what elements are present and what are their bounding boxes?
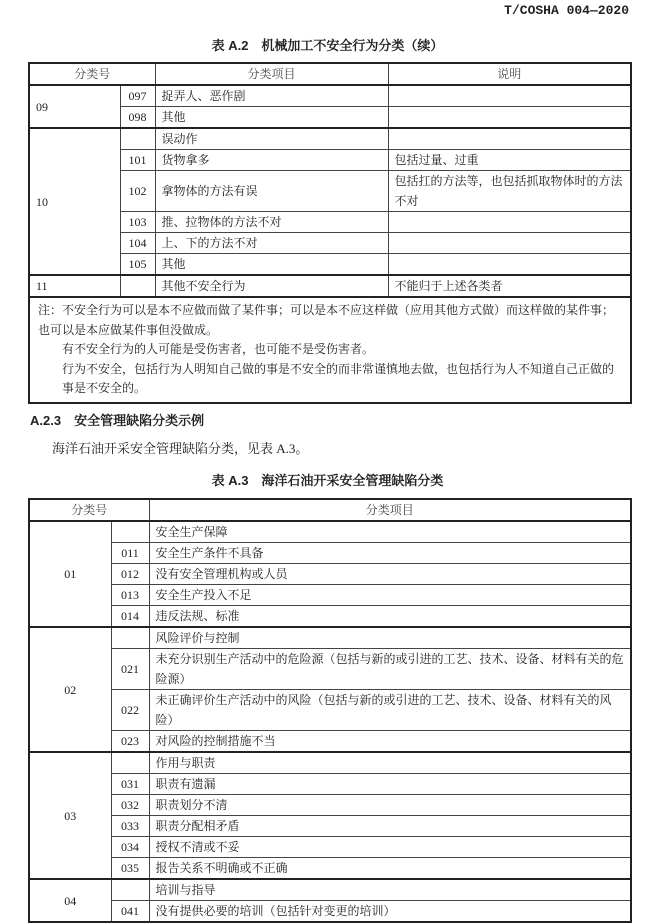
table-row	[29, 107, 631, 129]
category-description	[388, 85, 631, 107]
subcategory-code: 013	[111, 585, 149, 606]
document-id: T/COSHA 004—2020	[504, 3, 629, 18]
category-description	[388, 128, 631, 150]
subcategory-code: 103	[120, 212, 155, 233]
subcategory-code	[111, 627, 149, 649]
section-paragraph: 海洋石油开采安全管理缺陷分类，见表 A.3。	[52, 441, 309, 456]
category-description	[388, 254, 631, 276]
table-a3-title: 表 A.3 海洋石油开采安全管理缺陷分类	[211, 473, 444, 488]
category-item: 安全生产保障	[149, 521, 631, 543]
note-line: 有不安全行为的人可能是受伤害者，也可能不是受伤害者。	[62, 342, 375, 356]
category-code: 04	[29, 879, 111, 922]
table-row	[29, 543, 631, 564]
category-code: 02	[29, 627, 111, 752]
note-label: 注：	[38, 303, 63, 317]
category-description	[388, 212, 631, 233]
category-item: 拿物体的方法有误	[155, 171, 388, 212]
subcategory-code: 023	[111, 731, 149, 753]
category-item: 安全生产条件不具备	[149, 543, 631, 564]
table-note	[29, 297, 631, 403]
category-description	[388, 107, 631, 129]
column-header: 分类号	[29, 499, 149, 521]
table-row	[29, 901, 631, 923]
subcategory-code: 035	[111, 858, 149, 880]
table-row	[29, 606, 631, 628]
subcategory-code: 102	[120, 171, 155, 212]
category-item: 未充分识别生产活动中的危险源（包括与新的或引进的工艺、技术、设备、材料有关的危险源）	[149, 649, 631, 690]
subcategory-code: 021	[111, 649, 149, 690]
table-a2-title: 表 A.2 机械加工不安全行为分类（续）	[211, 38, 444, 53]
subcategory-code: 097	[120, 85, 155, 107]
table-a2	[28, 62, 632, 404]
table-row	[29, 837, 631, 858]
column-header: 分类项目	[155, 63, 388, 85]
category-item: 其他	[155, 254, 388, 276]
table-row	[29, 795, 631, 816]
table-row	[29, 254, 631, 276]
subcategory-code: 101	[120, 150, 155, 171]
note-line: 行为不安全，包括行为人明知自己做的事是不安全的而非常谨慎地去做，也包括行为人不知道自己正做的事是不安全的。	[62, 361, 615, 395]
table-row	[29, 564, 631, 585]
category-description: 包括过量、过重	[388, 150, 631, 171]
table-a3	[28, 498, 632, 923]
category-item: 没有安全管理机构或人员	[149, 564, 631, 585]
category-item: 其他	[155, 107, 388, 129]
subcategory-code: 014	[111, 606, 149, 628]
subcategory-code: 034	[111, 837, 149, 858]
category-item: 报告关系不明确或不正确	[149, 858, 631, 880]
section-heading: A.2.3 安全管理缺陷分类示例	[30, 413, 205, 428]
category-code: 09	[29, 85, 120, 128]
category-item: 推、拉物体的方法不对	[155, 212, 388, 233]
category-code: 03	[29, 752, 111, 879]
table-row	[29, 879, 631, 901]
category-item: 误动作	[155, 128, 388, 150]
table-row	[29, 752, 631, 774]
category-item: 上、下的方法不对	[155, 233, 388, 254]
subcategory-code: 011	[111, 543, 149, 564]
category-item: 违反法规、标准	[149, 606, 631, 628]
category-item: 职责分配相矛盾	[149, 816, 631, 837]
category-item: 对风险的控制措施不当	[149, 731, 631, 753]
category-item: 安全生产投入不足	[149, 585, 631, 606]
subcategory-code	[120, 275, 155, 297]
category-code: 10	[29, 128, 120, 275]
table-row	[29, 85, 631, 107]
subcategory-code	[111, 879, 149, 901]
category-code: 01	[29, 521, 111, 627]
subcategory-code: 032	[111, 795, 149, 816]
category-item: 捉弄人、恶作剧	[155, 85, 388, 107]
subcategory-code: 012	[111, 564, 149, 585]
subcategory-code: 031	[111, 774, 149, 795]
category-item: 职责有遗漏	[149, 774, 631, 795]
table-row	[29, 233, 631, 254]
subcategory-code: 022	[111, 690, 149, 731]
table-row	[29, 150, 631, 171]
category-code: 11	[29, 275, 120, 297]
subcategory-code: 104	[120, 233, 155, 254]
subcategory-code: 041	[111, 901, 149, 923]
category-item: 风险评价与控制	[149, 627, 631, 649]
subcategory-code: 033	[111, 816, 149, 837]
category-description: 包括扛的方法等，也包括抓取物体时的方法不对	[388, 171, 631, 212]
table-row	[29, 128, 631, 150]
subcategory-code: 098	[120, 107, 155, 129]
table-row	[29, 171, 631, 212]
category-item: 职责划分不清	[149, 795, 631, 816]
category-item: 未正确评价生产活动中的风险（包括与新的或引进的工艺、技术、设备、材料有关的风险）	[149, 690, 631, 731]
subcategory-code: 105	[120, 254, 155, 276]
subcategory-code	[111, 752, 149, 774]
category-item: 培训与指导	[149, 879, 631, 901]
table-row	[29, 627, 631, 649]
category-item: 授权不清或不妥	[149, 837, 631, 858]
category-item: 作用与职责	[149, 752, 631, 774]
table-row	[29, 521, 631, 543]
table-row	[29, 858, 631, 880]
table-row	[29, 275, 631, 297]
column-header: 分类项目	[149, 499, 631, 521]
category-description: 不能归于上述各类者	[388, 275, 631, 297]
subcategory-code	[120, 128, 155, 150]
table-row	[29, 649, 631, 690]
note-line: 不安全行为可以是本不应做而做了某件事；可以是本不应这样做（应用其他方式做）而这样做的某件事；也可以是本应做某件事但没做成。	[38, 303, 615, 337]
table-row	[29, 212, 631, 233]
category-item: 货物拿多	[155, 150, 388, 171]
category-description	[388, 233, 631, 254]
column-header: 说明	[388, 63, 631, 85]
table-row	[29, 731, 631, 753]
subcategory-code	[111, 521, 149, 543]
table-row	[29, 690, 631, 731]
table-row	[29, 774, 631, 795]
category-item: 没有提供必要的培训（包括针对变更的培训）	[149, 901, 631, 923]
category-item: 其他不安全行为	[155, 275, 388, 297]
column-header: 分类号	[29, 63, 155, 85]
table-row	[29, 816, 631, 837]
table-row	[29, 585, 631, 606]
